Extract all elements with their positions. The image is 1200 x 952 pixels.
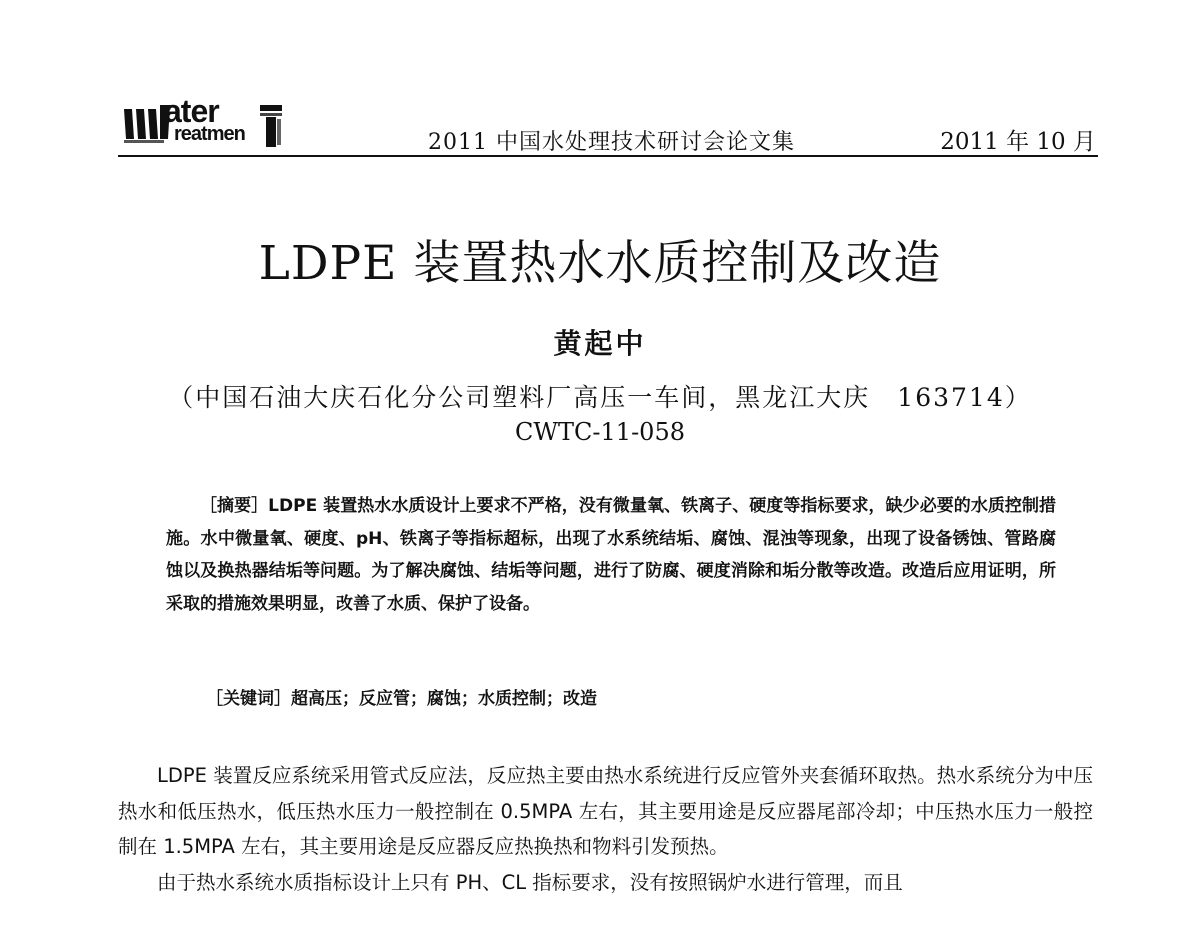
publication-date: 2011 年 10 月 (940, 129, 1096, 155)
body-paragraph-2: 由于热水系统水质指标设计上只有 PH、CL 指标要求，没有按照锅炉水进行管理，而且 (157, 870, 903, 894)
body-section (118, 758, 1093, 900)
author-affiliation: （中国石油大庆石化分公司塑料厂高压一车间，黑龙江大庆 163714） (168, 383, 1032, 412)
keywords-line: ［关键词］超高压；反应管；腐蚀；水质控制；改造 (206, 689, 597, 709)
page-header (118, 95, 1096, 157)
journal-title: 2011 中国水处理技术研讨会论文集 (428, 130, 795, 155)
article-code: CWTC-11-058 (515, 418, 685, 446)
logo-text-water: ater (164, 93, 219, 129)
body-paragraph-1: LDPE 装置反应系统采用管式反应法，反应热主要由热水系统进行反应管外夹套循环取热。热水系统分为中压热水和低压热水，低压热水压力一般控制在 0.5MPA 左右，其主要用途是反应器尾部冷却；中压热水压力一般控制在 1.5MPA 左右，其主要用途是反应器反应热换热和物料引发预热。 (118, 764, 1093, 858)
article-author: 黄起中 (553, 327, 647, 360)
article-title: LDPE 装置热水水质控制及改造 (258, 236, 942, 291)
header-divider (118, 155, 1098, 157)
abstract-text: ［摘要］LDPE 装置热水水质设计上要求不严格，没有微量氧、铁离子、硬度等指标要求，缺少必要的水质控制措施。水中微量氧、硬度、pH、铁离子等指标超标，出现了水系统结垢、腐蚀、混浊等现象，出现了设备锈蚀、管路腐蚀以及换热器结垢等问题。为了解决腐蚀、结垢等问题，进行了防腐、硬度消除和垢分散等改造。改造后应用证明，所采取的措施效果明显，改善了水质、保护了设备。 (166, 496, 1056, 614)
logo-text-treatment: reatmen (174, 123, 245, 145)
logo-t-icon (260, 105, 282, 147)
water-treatment-logo (118, 95, 288, 155)
